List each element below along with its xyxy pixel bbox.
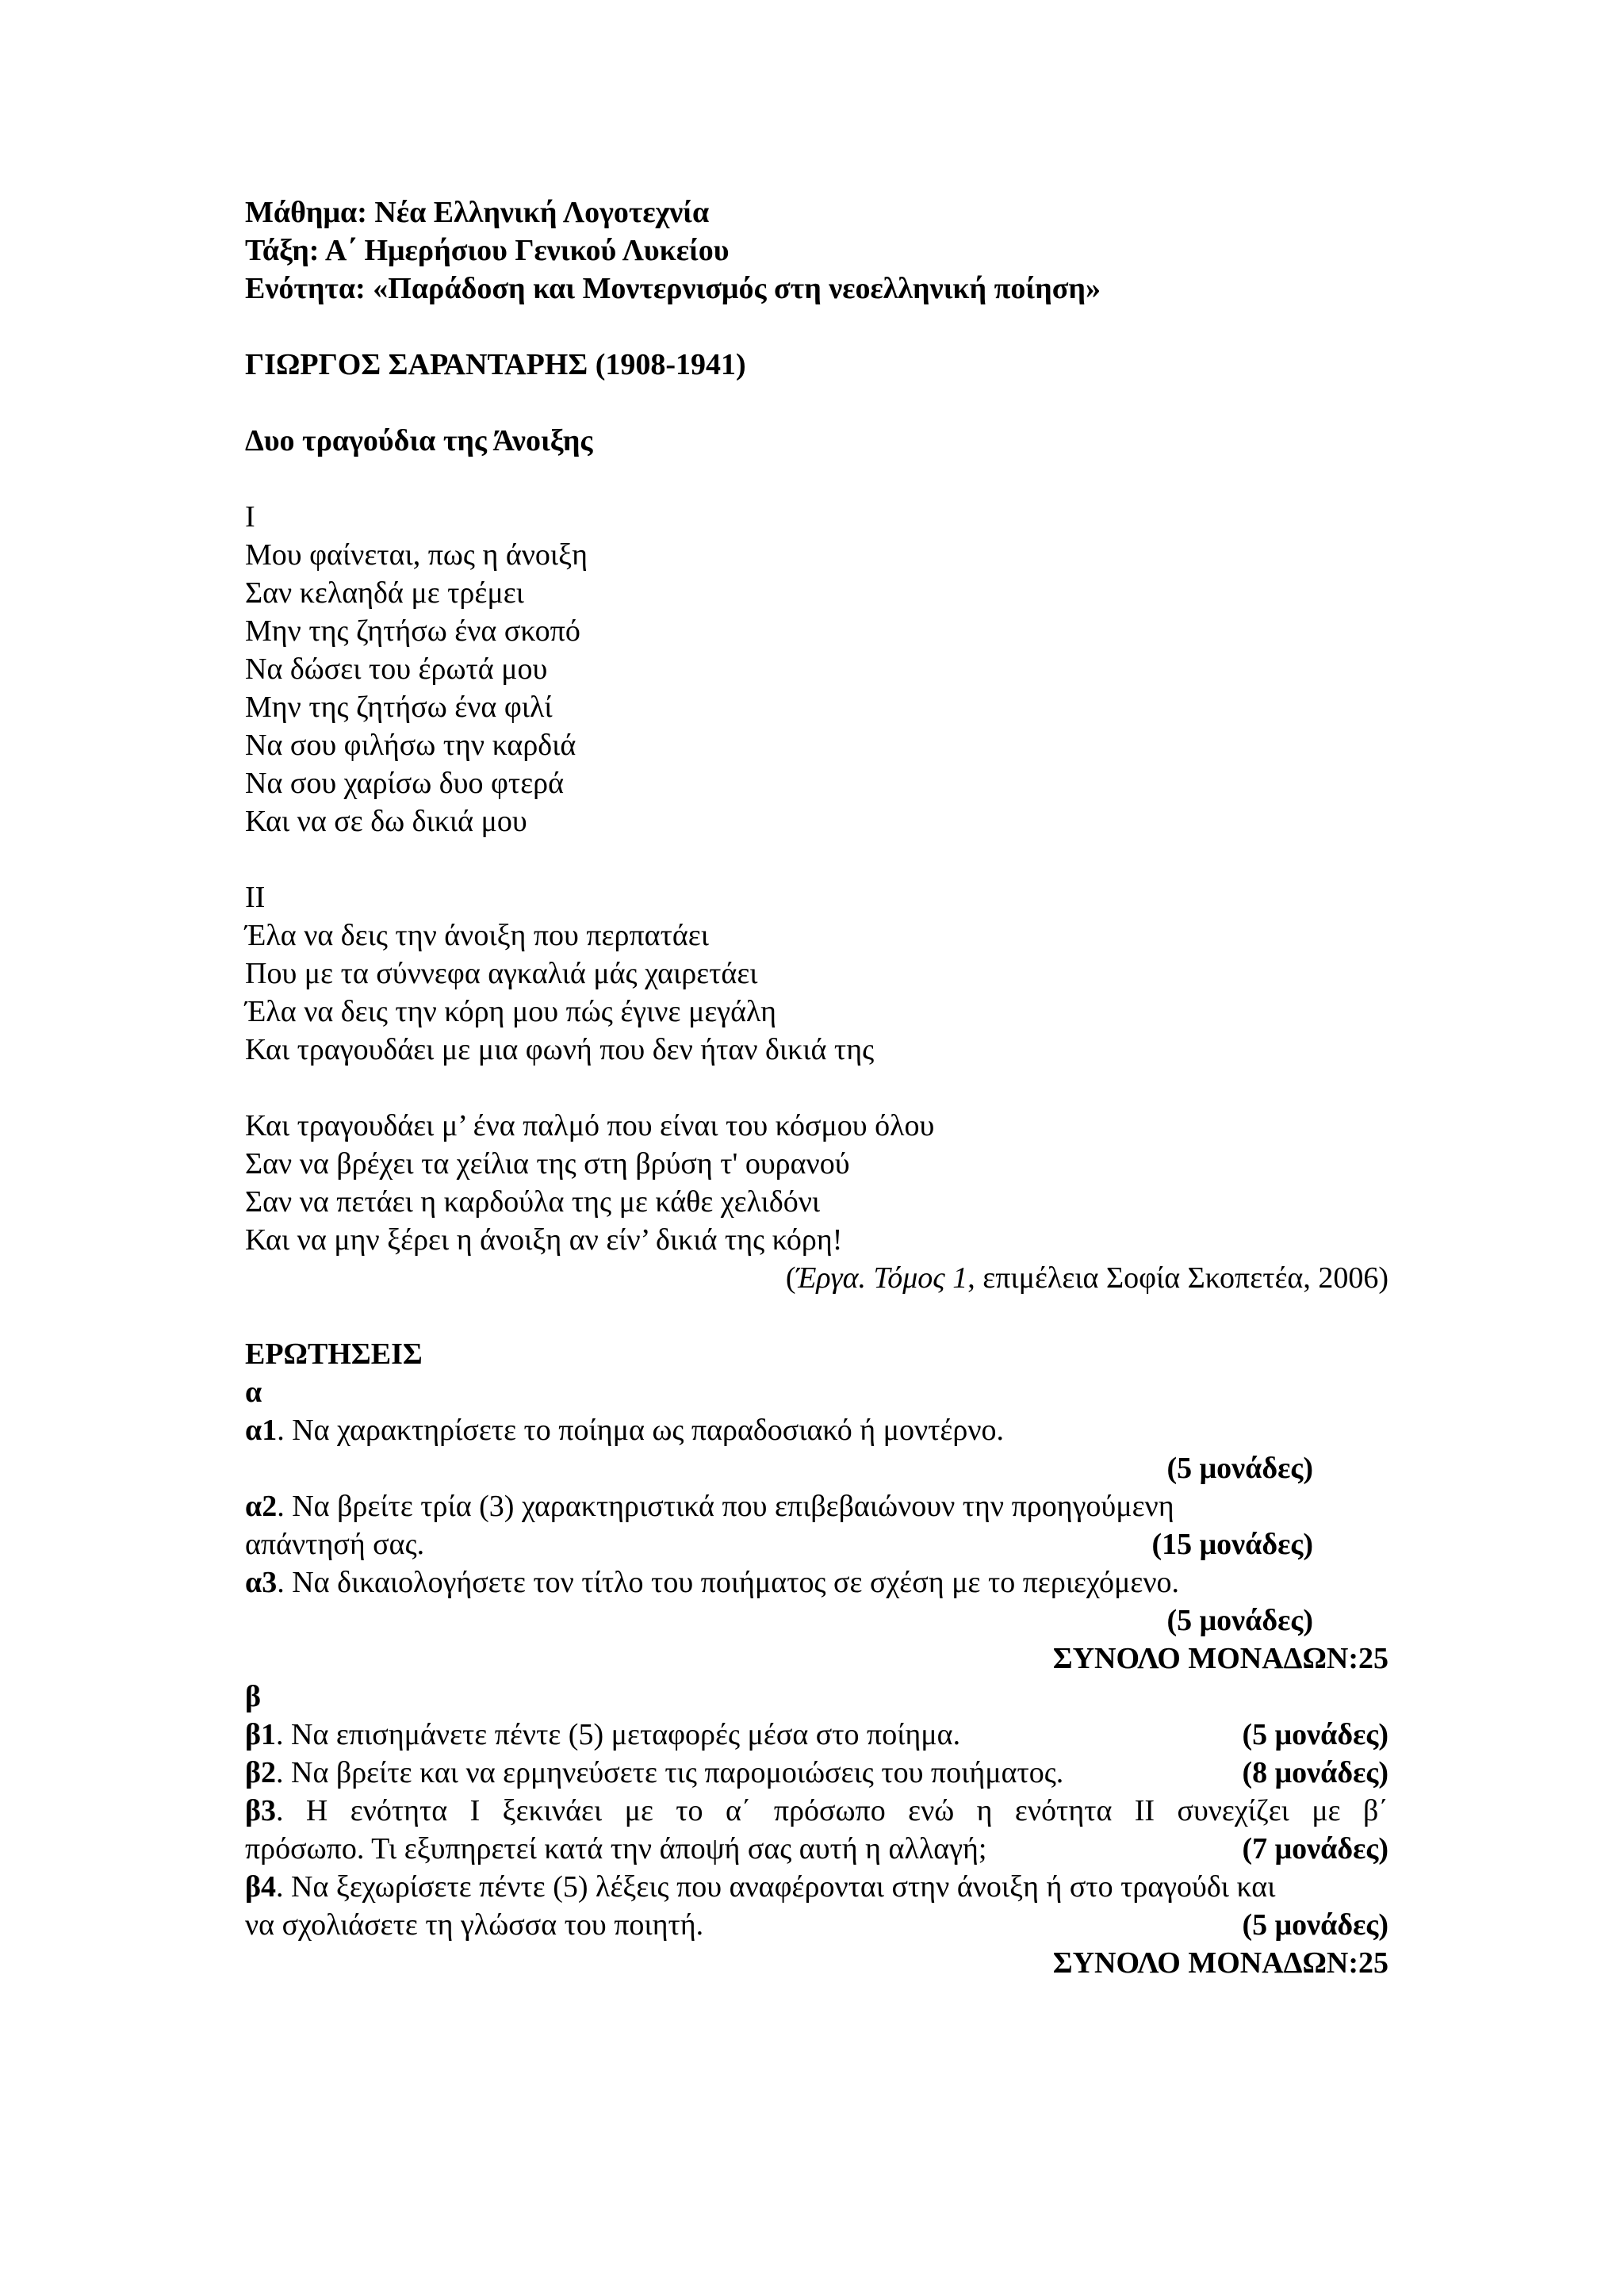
poem-title: Δυο τραγούδια της Άνοιξης: [245, 424, 593, 457]
question-text: . Να χαρακτηρίσετε το ποίημα ως παραδοσιακό ή μοντέρνο.: [277, 1414, 1005, 1447]
poem-line: Και τραγουδάει μ’ ένα παλμό που είναι του κόσμου όλου: [245, 1109, 935, 1142]
poem-line: Έλα να δεις την άνοιξη που περπατάει: [245, 919, 709, 952]
poem-line: Και τραγουδάει με μια φωνή που δεν ήταν δικιά της: [245, 1033, 875, 1066]
question-points: (8 μονάδες): [1242, 1756, 1388, 1789]
question-points: (5 μονάδες): [1242, 1718, 1388, 1751]
question-number: β4: [245, 1870, 277, 1904]
question-number: α3: [245, 1566, 278, 1599]
question-a2-cont: [245, 1525, 1388, 1563]
document-content: [245, 193, 1388, 1982]
question-text: . Να βρείτε και να ερμηνεύσετε τις παρομοιώσεις του ποιήματος.: [276, 1756, 1064, 1789]
section-a-total: ΣΥΝΟΛΟ ΜΟΝΑΔΩΝ:25: [1052, 1642, 1388, 1675]
poem-line: Να σου χαρίσω δυο φτερά: [245, 767, 565, 800]
part-1-lines: [245, 536, 1388, 840]
question-points: (15 μονάδες): [1151, 1528, 1313, 1561]
citation-rest: , επιμέλεια Σοφία Σκοπετέα, 2006): [967, 1261, 1388, 1295]
question-number: α2: [245, 1490, 278, 1523]
question-b4: [245, 1868, 1388, 1906]
question-b2: [245, 1754, 1388, 1792]
poem-line: Σαν να βρέχει τα χείλια της στη βρύση τ' ουρανού: [245, 1147, 850, 1181]
question-a3-points: (5 μονάδες): [1166, 1604, 1313, 1637]
question-text: . Να βρείτε τρία (3) χαρακτηριστικά που επιβεβαιώνουν την προηγούμενη: [277, 1490, 1174, 1523]
part-2-numeral: ΙΙ: [245, 881, 266, 914]
question-text: πρόσωπο. Τι εξυπηρετεί κατά την άποψή σας αυτή η αλλαγή;: [245, 1832, 987, 1866]
question-text: . Να επισημάνετε πέντε (5) μεταφορές μέσα στο ποίημα.: [276, 1718, 961, 1751]
section-a-label: α: [245, 1376, 262, 1409]
question-text: απάντησή σας.: [245, 1528, 425, 1561]
poem-line: Μου φαίνεται, πως η άνοιξη: [245, 538, 588, 572]
citation-open: (: [785, 1261, 796, 1295]
poem-line: Και να σε δω δικιά μου: [245, 805, 527, 838]
subject-line: Μάθημα: Νέα Ελληνική Λογοτεχνία: [245, 196, 710, 229]
question-number: α1: [245, 1414, 278, 1447]
part-2-stanza-1: [245, 916, 1388, 1069]
question-a1-points: (5 μονάδες): [1166, 1452, 1313, 1485]
source-citation: [245, 1259, 1388, 1297]
question-text: . Να ξεχωρίσετε πέντε (5) λέξεις που αναφέρονται στην άνοιξη ή στο τραγούδι και: [276, 1870, 1276, 1904]
poem-line: Μην της ζητήσω ένα σκοπό: [245, 614, 580, 648]
unit-line: Ενότητα: «Παράδοση και Μοντερνισμός στη νεοελληνική ποίηση»: [245, 272, 1101, 305]
section-b-total: ΣΥΝΟΛΟ ΜΟΝΑΔΩΝ:25: [1052, 1946, 1388, 1980]
citation-work: Έργα. Τόμος 1: [795, 1261, 968, 1295]
question-a1: [245, 1411, 1388, 1449]
question-points: (7 μονάδες): [1242, 1832, 1388, 1866]
question-b3: [245, 1792, 1388, 1830]
poem-line: Να δώσει του έρωτά μου: [245, 652, 548, 686]
question-text: να σχολιάσετε τη γλώσσα του ποιητή.: [245, 1908, 704, 1942]
question-number: β3: [245, 1794, 277, 1827]
question-points: (5 μονάδες): [1242, 1908, 1388, 1942]
part-2-stanza-2: [245, 1107, 1388, 1259]
poem-line: Να σου φιλήσω την καρδιά: [245, 729, 576, 762]
poem-line: Και να μην ξέρει η άνοιξη αν είν’ δικιά της κόρη!: [245, 1223, 843, 1257]
poem-line: Έλα να δεις την κόρη μου πώς έγινε μεγάλη: [245, 995, 776, 1028]
poem-line: Μην της ζητήσω ένα φιλί: [245, 691, 553, 724]
part-1-numeral: Ι: [245, 500, 255, 534]
poem-line: Σαν να πετάει η καρδούλα της με κάθε χελιδόνι: [245, 1185, 821, 1219]
poet-name: ΓΙΩΡΓΟΣ ΣΑΡΑΝΤΑΡΗΣ (1908-1941): [245, 348, 746, 381]
question-number: β2: [245, 1756, 277, 1789]
question-b1: [245, 1716, 1388, 1754]
question-text: . Η ενότητα Ι ξεκινάει με το α΄ πρόσωπο ενώ η ενότητα ΙΙ συνεχίζει με β΄: [276, 1794, 1388, 1827]
poem-line: Σαν κελαηδά με τρέμει: [245, 576, 524, 610]
class-line: Τάξη: Α΄ Ημερήσιου Γενικού Λυκείου: [245, 234, 730, 267]
question-a2: [245, 1487, 1388, 1525]
section-b-label: β: [245, 1680, 262, 1713]
question-b3-cont: [245, 1830, 1388, 1868]
question-number: β1: [245, 1718, 277, 1751]
poem-line: Που με τα σύννεφα αγκαλιά μάς χαιρετάει: [245, 957, 758, 990]
questions-heading: ΕΡΩΤΗΣΕΙΣ: [245, 1337, 423, 1371]
question-text: . Να δικαιολογήσετε τον τίτλο του ποιήματος σε σχέση με το περιεχόμενο.: [277, 1566, 1180, 1599]
question-a3: [245, 1563, 1388, 1601]
question-b4-cont: [245, 1906, 1388, 1944]
